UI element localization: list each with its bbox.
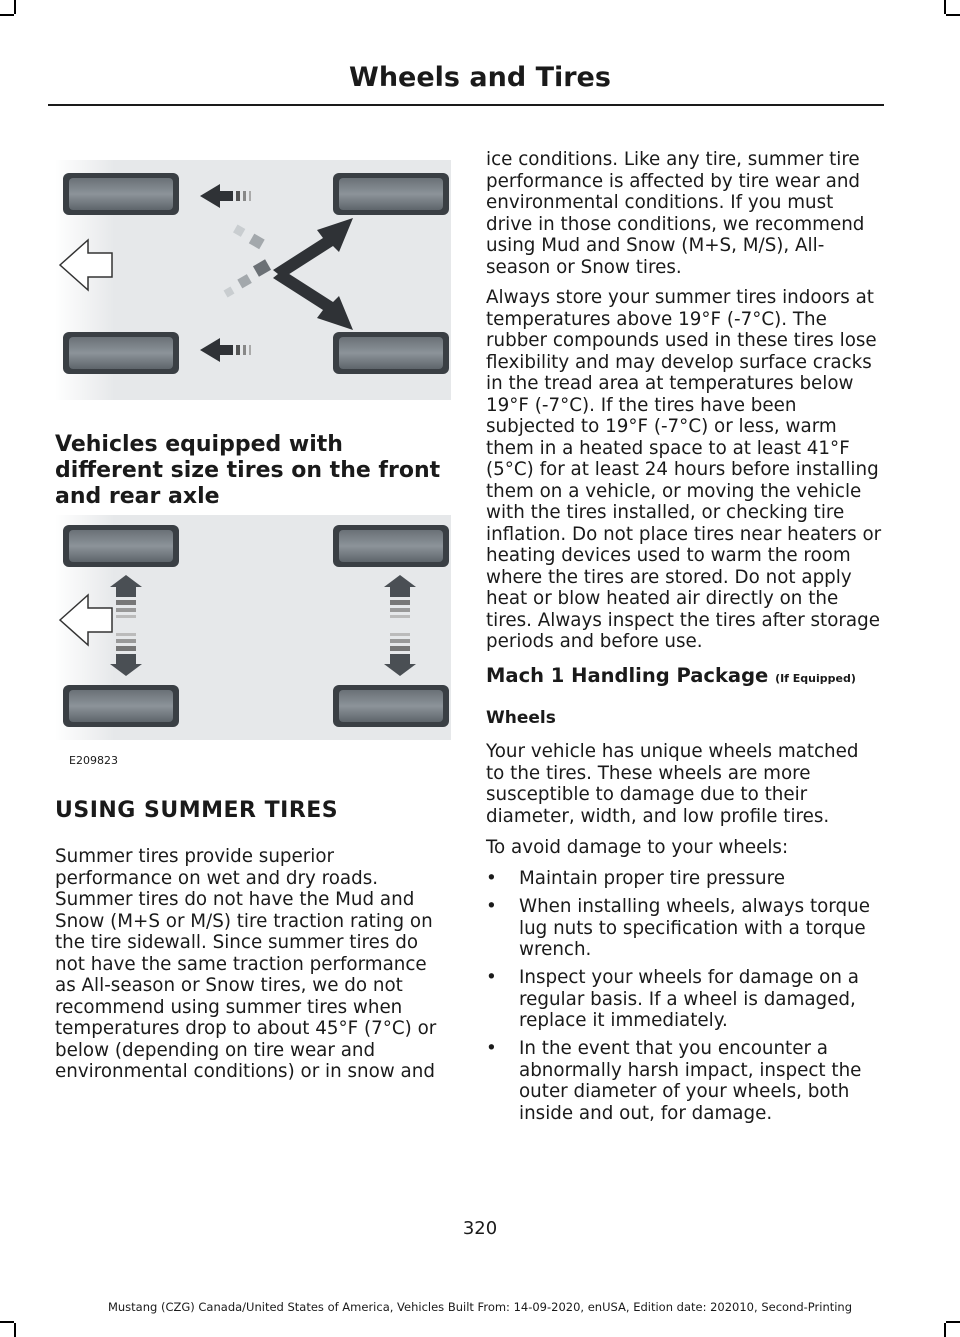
bullet-icon: •: [486, 967, 497, 988]
list-item: • When installing wheels, always torque lug nuts to specification with a torque wrench.: [486, 896, 870, 960]
tire-rear-left: [63, 685, 179, 727]
subheading-different-size-tires: Vehicles equipped with different size tires on the front and rear axle: [55, 432, 441, 509]
bullet-icon: •: [486, 868, 497, 889]
page-footer: Mustang (CZG) Canada/United States of America, Vehicles Built From: 14-09-2020, enUSA, Edition date: 202010, Second-Printing: [107, 1300, 853, 1314]
list-item: • Maintain proper tire pressure: [486, 868, 785, 889]
crop-mark: [0, 1321, 14, 1323]
rotation-diagram-svg: [55, 160, 451, 400]
paragraph-summer-tires-intro: Summer tires provide superior performance on wet and dry roads. Summer tires do not have the Mud and Snow (M+S or M/S) tire traction rating on the tire sidewall. Since summer tires do not have the same traction performance as All-season or Snow tires, we do not recommend using summer tires when temperatures drop to about 45°F (7°C) or below (depending on tire wear and environmental conditions) or in snow and: [55, 846, 437, 1082]
paragraph-summer-tire-storage: Always store your summer tires indoors at temperatures above 19°F (-7°C). The rubber compounds used in these tires lose flexibility and may develop surface cracks in the tread area at temperatures below 19°F (-7°C). If the tires have been subjected to 19°F (-7°C) or less, warm them in a heated space to at least 41°F (5°C) for at least 24 hours before installing them on a vehicle, or moving the vehicle with the tires installed, or checking tire inflation. Do not place tires near heaters or heating devices used to warm the room where the tires are stored. Do not apply heat or blow heated air directly on the tires. Always inspect the tires after storage periods and before use.: [486, 287, 882, 652]
if-equipped-label: (If Equipped): [775, 672, 856, 685]
crop-mark: [0, 14, 14, 16]
tire-rear-left: [63, 332, 179, 374]
crop-mark: [944, 0, 946, 14]
tire-rear-right: [333, 332, 449, 374]
bullet-icon: •: [486, 896, 497, 917]
crop-mark: [946, 1321, 960, 1323]
paragraph-avoid-damage-intro: To avoid damage to your wheels:: [486, 837, 789, 858]
heading-wheels: Wheels: [486, 708, 556, 728]
page-title: Wheels and Tires: [349, 62, 611, 93]
crop-mark: [944, 1323, 946, 1337]
tire-rotation-diagram: [55, 160, 451, 400]
tire-front-left: [63, 173, 179, 215]
paragraph-summer-tires-continued: ice conditions. Like any tire, summer tire performance is affected by tire wear and environmental conditions. If you must drive in those conditions, we recommend using Mud and Snow (M+S, M/S), All-season or Snow tires.: [486, 149, 865, 278]
tire-front-left: [63, 525, 179, 567]
list-item: • Inspect your wheels for damage on a regular basis. If a wheel is damaged, replace it immediately.: [486, 967, 859, 1031]
paragraph-unique-wheels: Your vehicle has unique wheels matched to the tires. These wheels are more susceptible to damage due to their diameter, width, and low profile tires.: [486, 741, 859, 827]
crop-mark: [946, 14, 960, 16]
page-number: 320: [462, 1218, 498, 1239]
crop-mark: [14, 1323, 16, 1337]
list-item: • In the event that you encounter a abnormally harsh impact, inspect the outer diameter of your wheels, both inside and out, for damage.: [486, 1038, 862, 1124]
heading-mach1-handling-package: [486, 664, 882, 687]
front-rear-swap-diagram: [55, 515, 451, 740]
mach1-title: Mach 1 Handling Package: [486, 664, 769, 687]
crop-mark: [14, 0, 16, 14]
swap-diagram-svg: [55, 515, 451, 740]
header-divider: [48, 104, 884, 106]
figure-code: E209823: [69, 754, 118, 767]
tire-front-right: [333, 173, 449, 215]
tire-rear-right: [333, 685, 449, 727]
section-title-summer-tires: USING SUMMER TIRES: [55, 798, 339, 823]
tire-front-right: [333, 525, 449, 567]
bullet-icon: •: [486, 1038, 497, 1059]
